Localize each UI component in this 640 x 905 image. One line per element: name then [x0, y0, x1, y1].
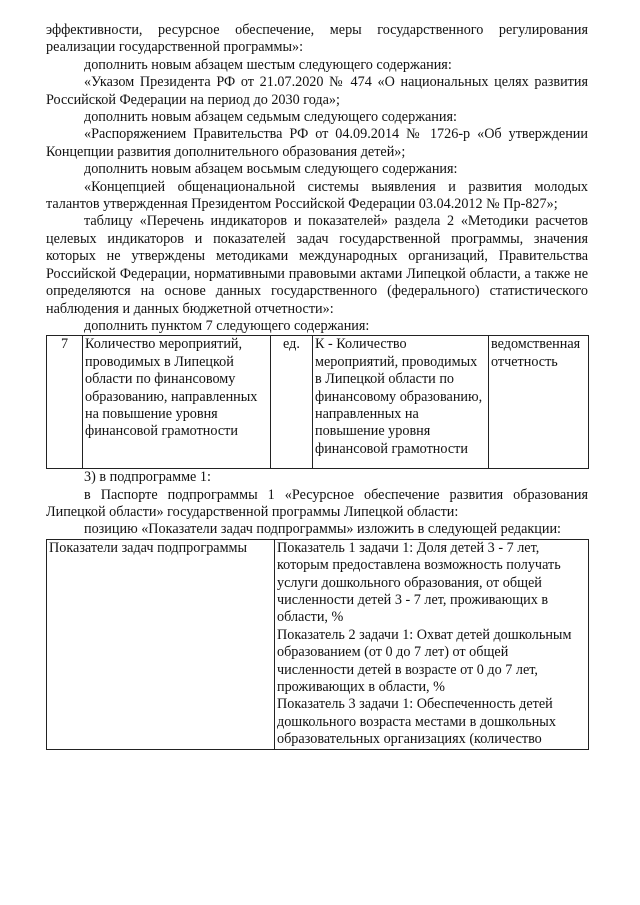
paragraph-10: 3) в подпрограмме 1: [84, 469, 211, 486]
paragraph-1: эффективности, ресурсное обеспечение, меры государственного регулирования реализации государственной программы»: [46, 22, 588, 56]
passport-position-value [275, 539, 589, 749]
paragraph-7: «Концепцией общенациональной системы выявления и развития молодых талантов утвержденная Президентом Российской Федерации 03.04.2012 № Пр-827»; [46, 178, 588, 213]
indicator-table [46, 335, 589, 469]
document-page [46, 22, 588, 750]
indicator-unit: ед. [271, 336, 313, 469]
paragraph-12: позицию «Показатели задач подпрограммы» изложить в следующей редакции: [84, 521, 561, 538]
indicator-formula: К - Количество мероприятий, проводимых в Липецкой области по финансовому образованию, направленных на повышение уровня финансовой грамотности [313, 336, 489, 469]
paragraph-4: дополнить новым абзацем седьмым следующего содержания: [84, 109, 457, 126]
indicator-item-1: Показатель 1 задачи 1: Доля детей 3 - 7 лет, которым предоставлена возможность получать услуги дошкольного образования, от общей численности детей 3 - 7 лет, проживающих в области, % [277, 539, 561, 626]
row-number: 7 [47, 336, 83, 469]
indicator-item-3: Показатель 3 задачи 1: Обеспеченность детей дошкольного возраста местами в дошкольных образовательных организациях (количество [277, 696, 556, 748]
indicator-item-2: Показатель 2 задачи 1: Охват детей дошкольным образованием (от 0 до 7 лет) от общей численности детей в возрасте от 0 до 7 лет, проживающих в области, % [277, 626, 572, 696]
passport-table [46, 539, 589, 750]
paragraph-11: в Паспорте подпрограммы 1 «Ресурсное обеспечение развития образования Липецкой области» государственной программы Липецкой области: [46, 486, 588, 520]
paragraph-6: дополнить новым абзацем восьмым следующего содержания: [84, 161, 458, 178]
paragraph-5: «Распоряжением Правительства РФ от 04.09.2014 № 1726-р «Об утверждении Концепции развития дополнительного образования детей»; [46, 126, 588, 160]
table-row [47, 539, 589, 749]
indicator-source: ведомственная отчетность [489, 336, 589, 469]
passport-position-label: Показатели задач подпрограммы [47, 539, 275, 749]
indicator-name: Количество мероприятий, проводимых в Липецкой области по финансовому образованию, направленных на повышение уровня финансовой грамотности [83, 336, 271, 469]
paragraph-8: таблицу «Перечень индикаторов и показателей» раздела 2 «Методики расчетов целевых индикаторов и показателей задач государственной программы, значения которых не утверждены методиками международных организаций, Правительства Российской Федерации, нормативными правовыми актами Липецкой области, а также не определяются на основе данных государственного (федерального) статистического наблюдения и данных бюджетной отчетности»: [46, 213, 588, 317]
paragraph-3: «Указом Президента РФ от 21.07.2020 № 474 «О национальных целях развития Российской Федерации на период до 2030 года»; [46, 74, 588, 108]
table-row [47, 336, 589, 469]
paragraph-9: дополнить пунктом 7 следующего содержания: [84, 317, 370, 334]
paragraph-2: дополнить новым абзацем шестым следующего содержания: [84, 56, 452, 73]
